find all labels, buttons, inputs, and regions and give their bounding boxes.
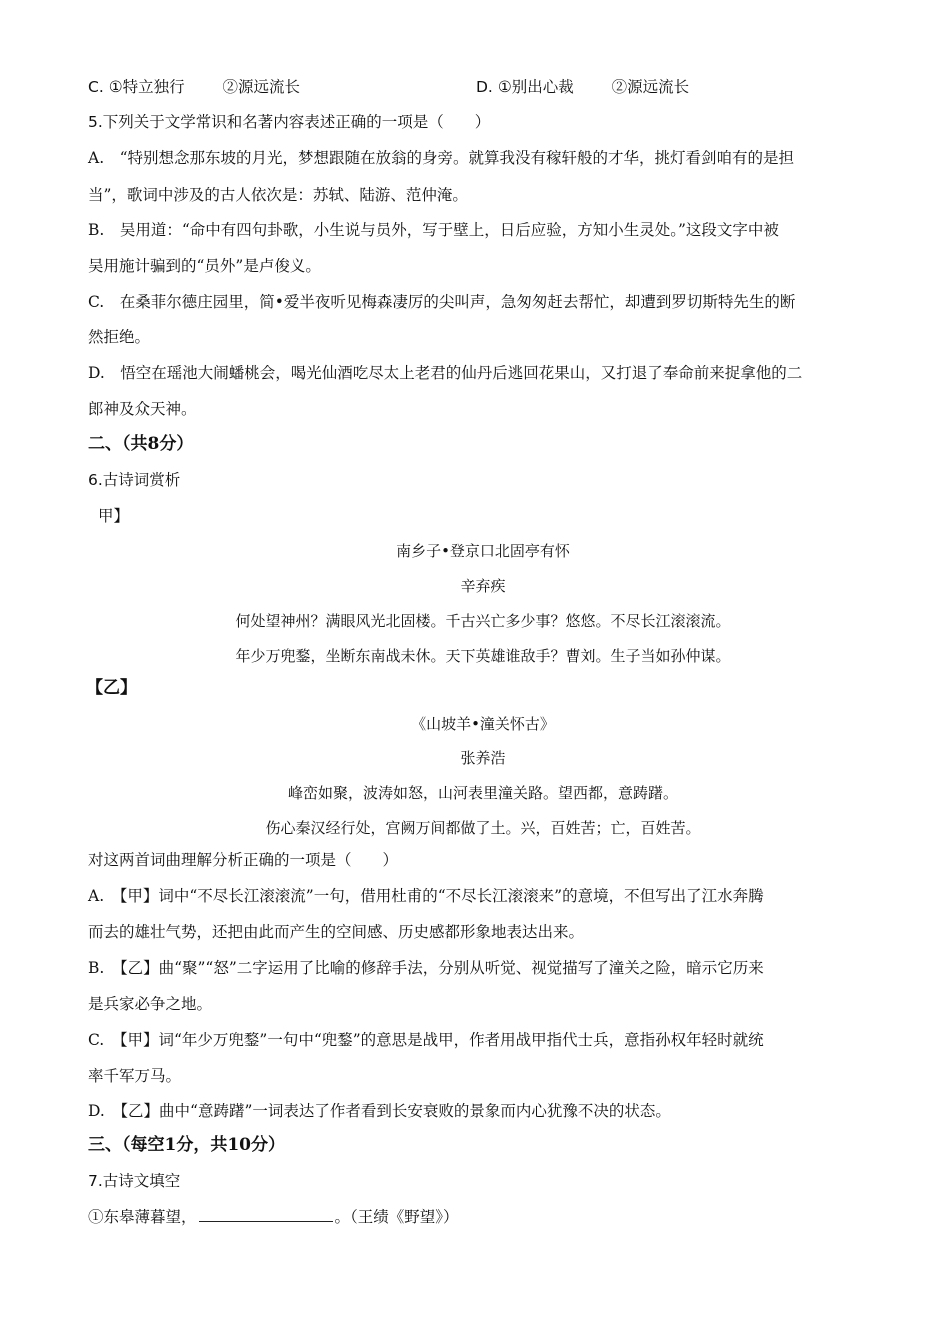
question-text: 下列关于文学常识和名著内容表述正确的一项是（ ） <box>102 113 491 131</box>
q5-option-d-line2: 郎神及众天神。 <box>88 400 197 418</box>
q5-option-a-line1: A. “特别想念那东坡的月光，梦想跟随在放翁的身旁。就算我没有稼轩般的才华，挑灯看剑咱有的是担 <box>88 149 795 167</box>
poem2-title: 《山坡羊•潼关怀古》 <box>411 715 555 733</box>
option-d-part1: ①别出心裁 <box>497 78 574 96</box>
poem-label-yi: 【乙】 <box>86 678 137 698</box>
option-letter: C. <box>88 78 104 96</box>
poem1-author: 辛弃疾 <box>460 577 506 595</box>
q6-option-c-line1: C. 【甲】词“年少万兜鍪”一句中“兜鍪”的意思是战甲，作者用战甲指代士兵，意指孙权年轻时就统 <box>88 1031 764 1049</box>
question-text: 古诗文填空 <box>102 1172 181 1190</box>
item-text-after: 。（王绩《野望》） <box>334 1208 459 1226</box>
q6-option-b-line1: B. 【乙】曲“聚”“怒”二字运用了比喻的修辞手法，分别从听觉、视觉描写了潼关之险，暗示它历来 <box>88 959 764 977</box>
q5-option-c-line2: 然拒绝。 <box>88 328 151 346</box>
poem1-title: 南乡子•登京口北固亭有怀 <box>396 542 570 560</box>
poem1-line: 年少万兜鍪，坐断东南战未休。天下英雄谁敌手？曹刘。生子当如孙仲谋。 <box>235 647 731 665</box>
q5-option-a-line2: 当”，歌词中涉及的古人依次是：苏轼、陆游、范仲淹。 <box>88 186 468 204</box>
poem2-line: 伤心秦汉经行处，宫阙万间都做了土。兴，百姓苦；亡，百姓苦。 <box>265 819 701 837</box>
q6-option-a-line1: A. 【甲】词中“不尽长江滚滚流”一句，借用杜甫的“不尽长江滚滚来”的意境，不但写出了江水奔腾 <box>88 887 764 905</box>
question-number: 5. <box>88 113 103 131</box>
poem-label-jia: 甲】 <box>98 507 130 525</box>
question-number: 6. <box>88 471 103 489</box>
answer-blank[interactable] <box>199 1207 333 1222</box>
q5-stem <box>88 112 490 132</box>
q4-option-c <box>88 77 300 97</box>
q5-option-d-line1: D. 悟空在瑶池大闹蟠桃会，喝光仙酒吃尽太上老君的仙丹后逃回花果山，又打退了奉命前来捉拿他的二 <box>88 364 803 382</box>
option-d-part2: ②源远流长 <box>611 78 690 96</box>
option-c-part1: ①特立独行 <box>108 78 185 96</box>
q5-option-b-line2: 吴用施计骗到的“员外”是卢俊义。 <box>88 257 321 275</box>
q5-option-c-line1: C. 在桑菲尔德庄园里，简•爱半夜听见梅森凄厉的尖叫声，急匆匆赶去帮忙，却遭到罗切斯特先生的断 <box>88 293 796 311</box>
option-c-part2: ②源远流长 <box>222 78 300 96</box>
q6-title <box>88 470 180 490</box>
question-number: 7. <box>88 1172 103 1190</box>
section-heading: 二、（共8分） <box>88 434 194 454</box>
section-heading: 三、（每空1分，共10分） <box>88 1135 285 1155</box>
poem2-author: 张养浩 <box>460 749 506 767</box>
q7-title <box>88 1171 180 1191</box>
q6-option-b-line2: 是兵家必争之地。 <box>88 995 213 1013</box>
question-text: 古诗词赏析 <box>102 471 181 489</box>
q6-option-a-line2: 而去的雄壮气势，还把由此而产生的空间感、历史感都形象地表达出来。 <box>88 923 585 941</box>
poem2-line: 峰峦如聚，波涛如怒，山河表里潼关路。望西都，意踌躇。 <box>287 784 678 802</box>
option-letter: D. <box>476 78 493 96</box>
q7-item1 <box>88 1207 459 1227</box>
item-text-before: ①东皋薄暮望， <box>88 1208 197 1226</box>
q4-option-d <box>476 77 689 97</box>
q6-option-d-line1: D. 【乙】曲中“意踌躇”一词表达了作者看到长安衰败的景象而内心犹豫不决的状态。 <box>88 1102 671 1120</box>
q6-stem: 对这两首词曲理解分析正确的一项是（ ） <box>88 851 399 869</box>
poem1-line: 何处望神州？满眼风光北固楼。千古兴亡多少事？悠悠。不尽长江滚滚流。 <box>235 612 731 630</box>
q6-option-c-line2: 率千军万马。 <box>88 1067 182 1085</box>
q5-option-b-line1: B. 吴用道：“命中有四句卦歌，小生说与员外，写于壁上，日后应验，方知小生灵处。”这段文字中被 <box>88 221 779 239</box>
